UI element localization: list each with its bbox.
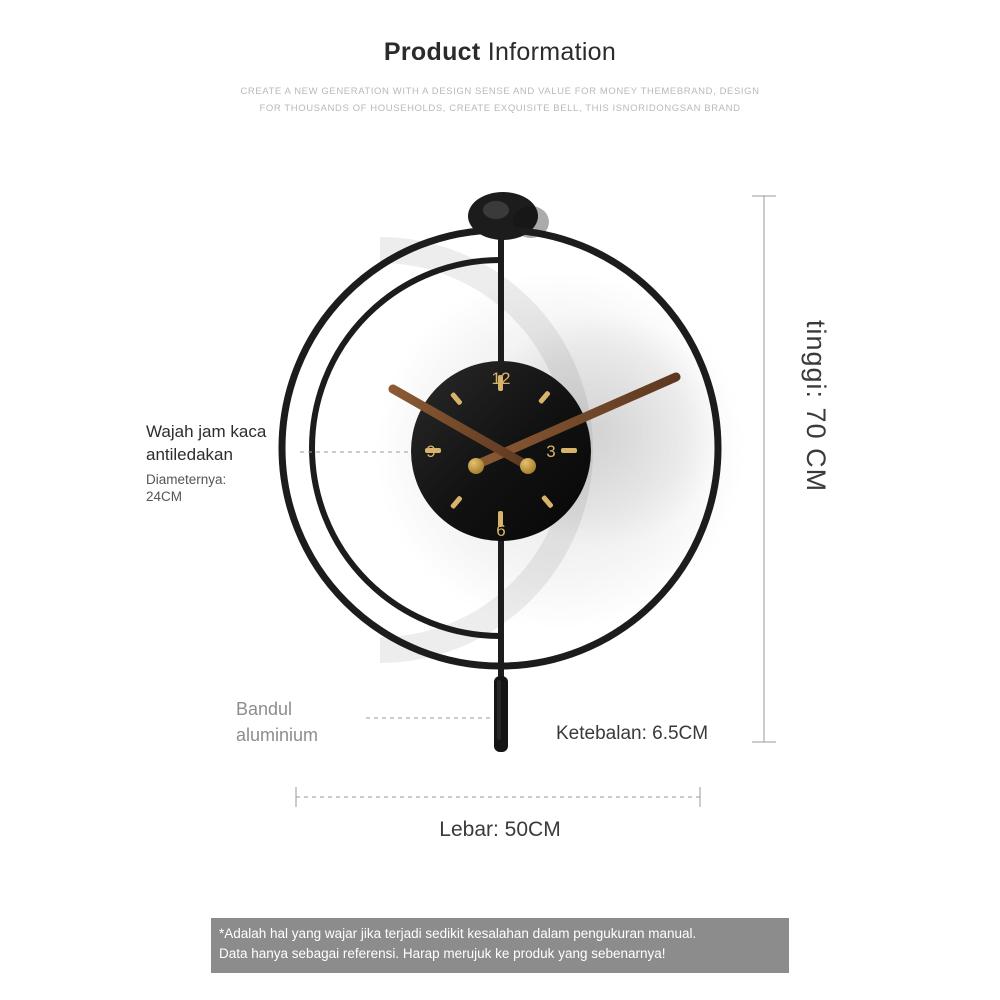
hand-cap-left xyxy=(468,458,484,474)
pendulum-weight xyxy=(494,676,508,752)
callout-pendulum-line1: Bandul xyxy=(236,699,293,719)
width-dimension-label: Lebar: 50CM xyxy=(439,818,561,841)
callout-clock-face-sub xyxy=(146,471,326,506)
callout-clock-face-sub-line2: 24CM xyxy=(146,489,183,505)
page-subtitle-line1: CREATE A NEW GENERATION WITH A DESIGN SENSE AND VALUE FOR MONEY THEMEBRAND, DESIGN xyxy=(240,86,760,97)
disclaimer-banner xyxy=(211,918,789,973)
numeral-6: 6 xyxy=(496,521,506,540)
page-subtitle-line2: FOR THOUSANDS OF HOUSEHOLDS, CREATE EXQUISITE BELL, THIS ISNORIDONGSAN BRAND xyxy=(259,103,741,114)
callout-pendulum-line2: aluminium xyxy=(236,725,319,746)
thickness-dimension-label: Ketebalan: 6.5CM xyxy=(556,723,709,744)
height-dimension-label: tinggi: 70 CM xyxy=(801,320,831,493)
numeral-3: 3 xyxy=(546,442,556,461)
callout-clock-face-title: Wajah jam kaca antiledakan xyxy=(146,422,267,464)
callout-clock-face-sub-line1: Diameternya: xyxy=(146,471,227,487)
callout-pendulum xyxy=(236,696,406,748)
numeral-12: 12 xyxy=(491,369,511,388)
page-title-rest: Information xyxy=(480,38,617,66)
disclaimer-line1: *Adalah hal yang wajar jika terjadi sedikit kesalahan dalam pengukuran manual. xyxy=(219,926,697,941)
hand-cap-right xyxy=(520,458,536,474)
page-title-bold: Product xyxy=(383,38,481,66)
disclaimer-line2: Data hanya sebagai referensi. Harap merujuk ke produk yang sebenarnya! xyxy=(219,946,666,962)
numeral-9: 9 xyxy=(426,442,436,461)
callout-clock-face xyxy=(146,421,326,506)
